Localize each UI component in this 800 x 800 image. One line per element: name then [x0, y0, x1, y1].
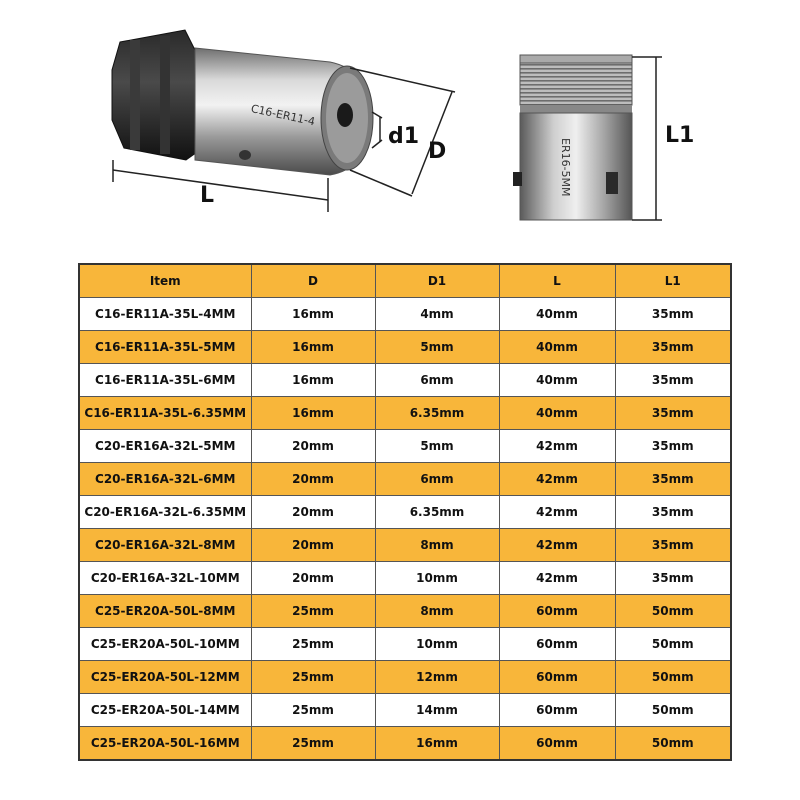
product-illustration — [0, 0, 800, 250]
cell-d: 20mm — [251, 529, 375, 562]
header-item: Item — [79, 264, 251, 298]
cell-l: 60mm — [499, 727, 615, 761]
header-L1: L1 — [615, 264, 731, 298]
table-row — [79, 430, 731, 463]
cell-d1: 6.35mm — [375, 496, 499, 529]
table-row — [79, 397, 731, 430]
dim-L1-lines — [632, 57, 662, 220]
er-extension-photo — [513, 55, 632, 220]
cell-item: C16-ER11A-35L-6.35MM — [79, 397, 251, 430]
cell-l: 40mm — [499, 397, 615, 430]
cell-d1: 6mm — [375, 364, 499, 397]
cell-item: C25-ER20A-50L-12MM — [79, 661, 251, 694]
cell-l: 42mm — [499, 430, 615, 463]
cell-item: C20-ER16A-32L-6MM — [79, 463, 251, 496]
cell-item: C20-ER16A-32L-10MM — [79, 562, 251, 595]
cell-d: 20mm — [251, 430, 375, 463]
cell-l1: 35mm — [615, 562, 731, 595]
cell-l: 42mm — [499, 562, 615, 595]
cell-d: 16mm — [251, 397, 375, 430]
cell-l1: 35mm — [615, 331, 731, 364]
cell-l1: 35mm — [615, 496, 731, 529]
table-row — [79, 529, 731, 562]
cell-d1: 5mm — [375, 331, 499, 364]
cell-l1: 35mm — [615, 397, 731, 430]
table-row — [79, 694, 731, 727]
table-row — [79, 727, 731, 761]
table-header-row — [79, 264, 731, 298]
table-row — [79, 661, 731, 694]
cell-item: C20-ER16A-32L-5MM — [79, 430, 251, 463]
cell-l: 40mm — [499, 331, 615, 364]
spec-table — [78, 263, 732, 761]
cell-d1: 5mm — [375, 430, 499, 463]
table-row — [79, 562, 731, 595]
table-row — [79, 364, 731, 397]
cell-item: C16-ER11A-35L-5MM — [79, 331, 251, 364]
dim-d1-label: d1 — [388, 124, 420, 149]
cell-l1: 50mm — [615, 595, 731, 628]
dim-L1-label: L1 — [665, 123, 695, 148]
dim-L-label: L — [200, 183, 215, 208]
cell-l: 60mm — [499, 661, 615, 694]
cell-l1: 50mm — [615, 727, 731, 761]
table-row — [79, 496, 731, 529]
cell-l1: 50mm — [615, 661, 731, 694]
table-row — [79, 628, 731, 661]
cell-item: C20-ER16A-32L-6.35MM — [79, 496, 251, 529]
cell-l1: 35mm — [615, 430, 731, 463]
header-L: L — [499, 264, 615, 298]
table-row — [79, 331, 731, 364]
cell-d: 16mm — [251, 331, 375, 364]
table-row — [79, 298, 731, 331]
cell-d1: 12mm — [375, 661, 499, 694]
cell-l: 42mm — [499, 496, 615, 529]
cell-l1: 35mm — [615, 364, 731, 397]
cell-l1: 35mm — [615, 463, 731, 496]
cell-item: C20-ER16A-32L-8MM — [79, 529, 251, 562]
cell-l: 60mm — [499, 595, 615, 628]
table-row — [79, 595, 731, 628]
cell-d: 25mm — [251, 628, 375, 661]
cell-d1: 14mm — [375, 694, 499, 727]
cell-item: C16-ER11A-35L-6MM — [79, 364, 251, 397]
cell-d1: 6.35mm — [375, 397, 499, 430]
cell-d: 25mm — [251, 595, 375, 628]
cell-d1: 4mm — [375, 298, 499, 331]
er-extension-engraving: ER16-5MM — [559, 138, 572, 197]
cell-d: 20mm — [251, 562, 375, 595]
dim-D-label: D — [428, 139, 447, 164]
cell-d: 20mm — [251, 463, 375, 496]
cell-l1: 50mm — [615, 628, 731, 661]
cell-d1: 10mm — [375, 628, 499, 661]
cell-d: 16mm — [251, 364, 375, 397]
collet-holder-engraving: C16-ER11-4 — [249, 102, 317, 129]
cell-l: 42mm — [499, 529, 615, 562]
table-row — [79, 463, 731, 496]
cell-item: C25-ER20A-50L-10MM — [79, 628, 251, 661]
cell-d1: 16mm — [375, 727, 499, 761]
cell-item: C25-ER20A-50L-16MM — [79, 727, 251, 761]
cell-d: 25mm — [251, 727, 375, 761]
cell-d: 20mm — [251, 496, 375, 529]
header-D: D — [251, 264, 375, 298]
cell-l: 60mm — [499, 628, 615, 661]
cell-l1: 50mm — [615, 694, 731, 727]
cell-d1: 10mm — [375, 562, 499, 595]
cell-item: C25-ER20A-50L-14MM — [79, 694, 251, 727]
cell-l: 42mm — [499, 463, 615, 496]
cell-l: 40mm — [499, 298, 615, 331]
cell-l1: 35mm — [615, 298, 731, 331]
cell-d1: 6mm — [375, 463, 499, 496]
cell-d1: 8mm — [375, 595, 499, 628]
cell-d: 16mm — [251, 298, 375, 331]
cell-item: C25-ER20A-50L-8MM — [79, 595, 251, 628]
collet-holder-photo — [112, 30, 373, 175]
header-D1: D1 — [375, 264, 499, 298]
cell-l: 40mm — [499, 364, 615, 397]
cell-l1: 35mm — [615, 529, 731, 562]
cell-item: C16-ER11A-35L-4MM — [79, 298, 251, 331]
cell-l: 60mm — [499, 694, 615, 727]
table-body — [79, 298, 731, 761]
cell-d: 25mm — [251, 661, 375, 694]
cell-d1: 8mm — [375, 529, 499, 562]
cell-d: 25mm — [251, 694, 375, 727]
